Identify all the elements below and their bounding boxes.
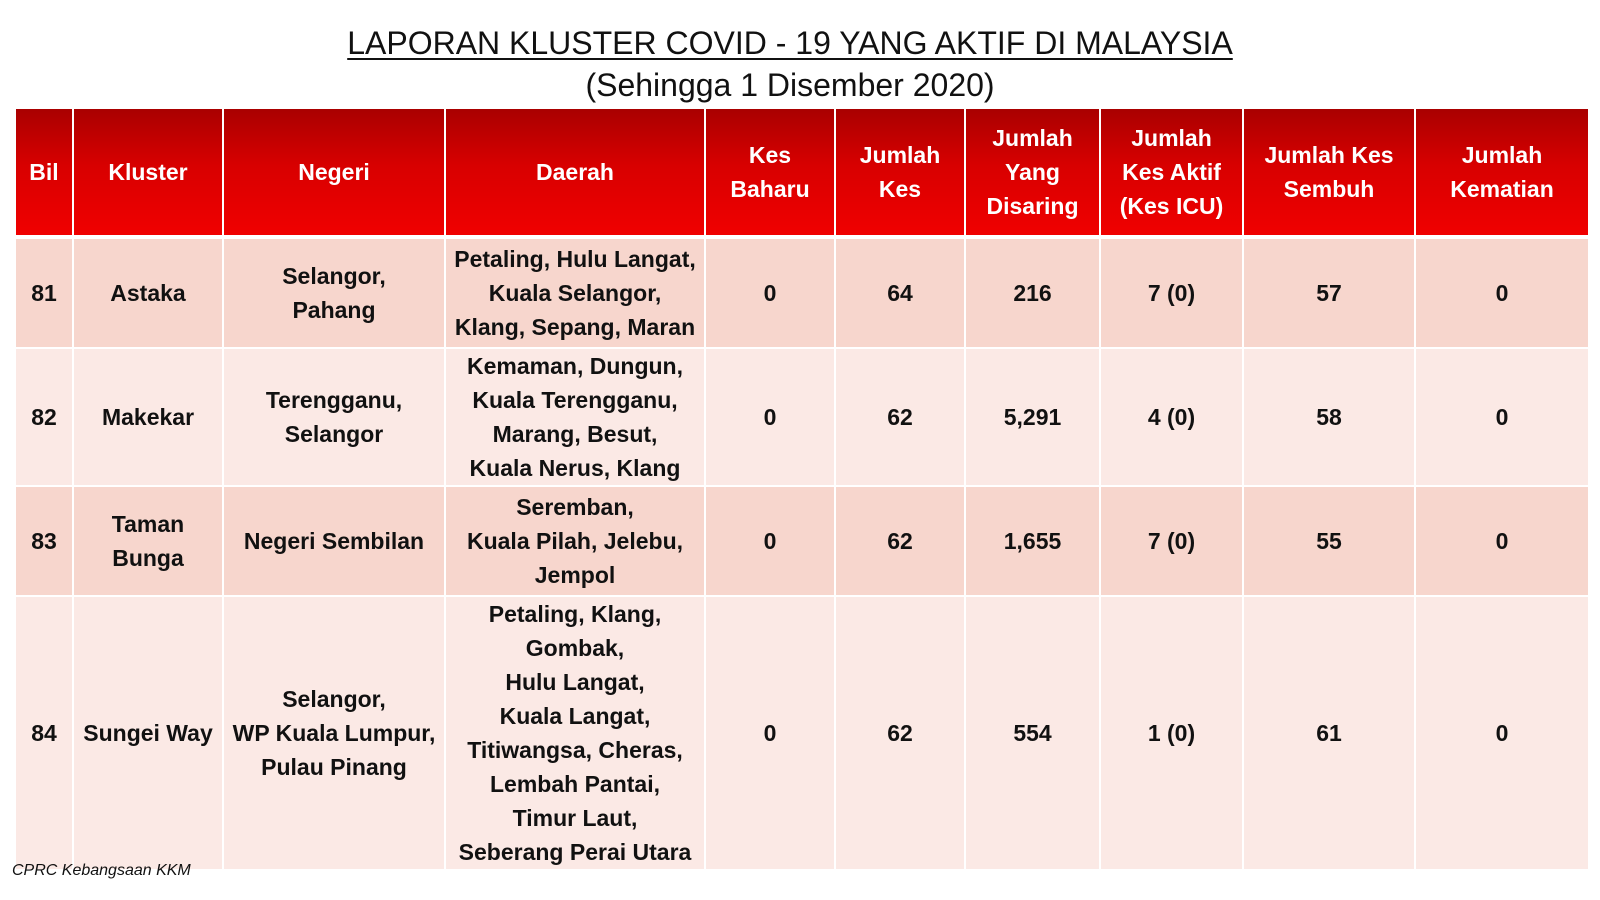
cell-kluster: Taman Bunga	[73, 486, 223, 596]
cell-jumlah-disaring: 554	[965, 596, 1100, 870]
cell-kluster: Sungei Way	[73, 596, 223, 870]
header-kematian: Jumlah Kematian	[1415, 108, 1589, 237]
cell-kes-baharu: 0	[705, 348, 835, 486]
cell-daerah: Seremban, Kuala Pilah, Jelebu, Jempol	[445, 486, 705, 596]
cell-kes-aktif-icu: 4 (0)	[1100, 348, 1243, 486]
cell-kematian: 0	[1415, 596, 1589, 870]
header-kluster: Kluster	[73, 108, 223, 237]
cell-kluster: Makekar	[73, 348, 223, 486]
cell-kematian: 0	[1415, 486, 1589, 596]
header-kes-sembuh: Jumlah Kes Sembuh	[1243, 108, 1415, 237]
cell-kes-sembuh: 61	[1243, 596, 1415, 870]
cell-negeri: Selangor, Pahang	[223, 237, 445, 348]
cell-daerah: Kemaman, Dungun, Kuala Terengganu, Marang, Besut, Kuala Nerus, Klang	[445, 348, 705, 486]
header-bil: Bil	[15, 108, 73, 237]
header-negeri: Negeri	[223, 108, 445, 237]
cell-jumlah-disaring: 5,291	[965, 348, 1100, 486]
title-block	[0, 22, 1580, 106]
cell-kes-aktif-icu: 7 (0)	[1100, 486, 1243, 596]
cell-jumlah-kes: 62	[835, 596, 965, 870]
cell-jumlah-kes: 62	[835, 486, 965, 596]
report-title: LAPORAN KLUSTER COVID - 19 YANG AKTIF DI MALAYSIA	[347, 25, 1233, 61]
cell-kes-sembuh: 58	[1243, 348, 1415, 486]
table-row	[15, 596, 1589, 870]
cell-bil: 84	[15, 596, 73, 870]
cell-kluster: Astaka	[73, 237, 223, 348]
cell-bil: 83	[15, 486, 73, 596]
header-kes-baharu: Kes Baharu	[705, 108, 835, 237]
source-credit: CPRC Kebangsaan KKM	[12, 862, 191, 879]
table-row	[15, 237, 1589, 348]
cell-negeri: Negeri Sembilan	[223, 486, 445, 596]
cell-jumlah-kes: 62	[835, 348, 965, 486]
cell-kes-baharu: 0	[705, 237, 835, 348]
cell-kematian: 0	[1415, 237, 1589, 348]
cell-daerah: Petaling, Klang, Gombak, Hulu Langat, Kuala Langat, Titiwangsa, Cheras, Lembah Pantai, Timur Laut, Seberang Perai Utara	[445, 596, 705, 870]
report-subtitle-date: (Sehingga 1 Disember 2020)	[585, 67, 995, 103]
cell-jumlah-kes: 64	[835, 237, 965, 348]
cell-kes-baharu: 0	[705, 486, 835, 596]
header-jumlah-disaring: Jumlah Yang Disaring	[965, 108, 1100, 237]
cluster-table	[14, 107, 1590, 871]
cell-negeri: Selangor, WP Kuala Lumpur, Pulau Pinang	[223, 596, 445, 870]
cell-negeri: Terengganu, Selangor	[223, 348, 445, 486]
header-jumlah-kes: Jumlah Kes	[835, 108, 965, 237]
cell-kes-sembuh: 57	[1243, 237, 1415, 348]
cell-bil: 82	[15, 348, 73, 486]
cell-kes-aktif-icu: 7 (0)	[1100, 237, 1243, 348]
cell-daerah: Petaling, Hulu Langat, Kuala Selangor, Klang, Sepang, Maran	[445, 237, 705, 348]
cell-jumlah-disaring: 216	[965, 237, 1100, 348]
table-row	[15, 348, 1589, 486]
table-row	[15, 486, 1589, 596]
cell-jumlah-disaring: 1,655	[965, 486, 1100, 596]
cell-kes-aktif-icu: 1 (0)	[1100, 596, 1243, 870]
cell-kematian: 0	[1415, 348, 1589, 486]
table-header-row	[15, 108, 1589, 237]
cell-kes-sembuh: 55	[1243, 486, 1415, 596]
cell-bil: 81	[15, 237, 73, 348]
header-kes-aktif-icu: Jumlah Kes Aktif (Kes ICU)	[1100, 108, 1243, 237]
cell-kes-baharu: 0	[705, 596, 835, 870]
header-daerah: Daerah	[445, 108, 705, 237]
